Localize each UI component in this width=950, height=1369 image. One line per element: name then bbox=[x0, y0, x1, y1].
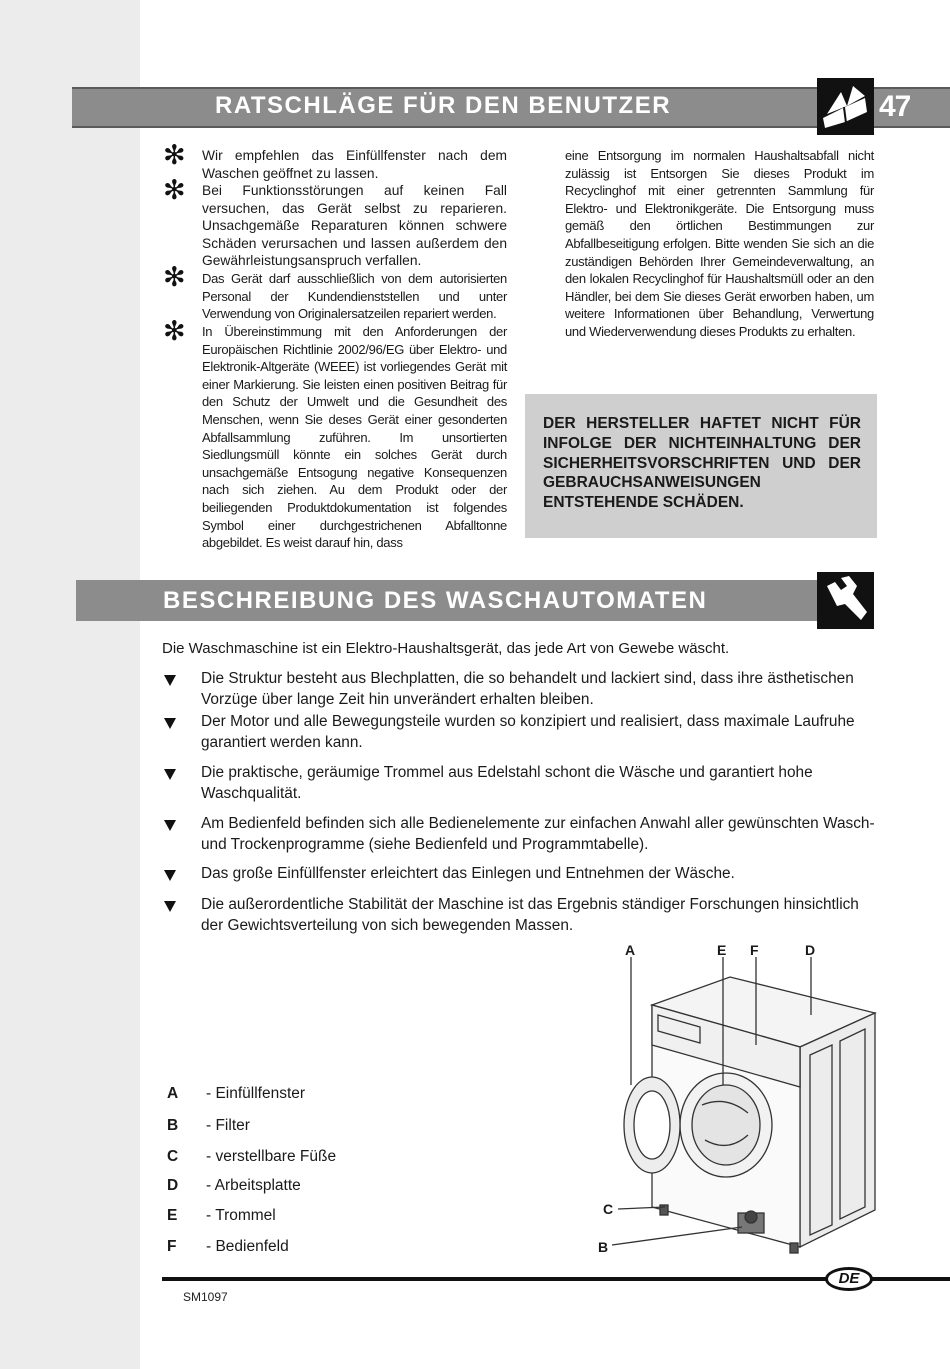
diagram-label-b: B bbox=[598, 1239, 609, 1255]
advice-paragraph-4: In Übereinstimmung mit den Anforderungen der Europäischen Richtlinie 2002/96/EG über Elektro- und Elektronik-Altgeräte (WEEE) ist vorliegendes Gerät mit einer Markierung. Sie leisten einen positiven Beitrag für den Schutz der Umwelt und die Gesundheit des Menschen, wenn Sie deses Gerät einer gesonderten Abfallsammlung zuführen. Im unsortierten Siedlungsmüll könnte ein solches Gerät durch unsachgemäße Entsogung negative Konsequenzen nach sich ziehen. Au dem Produkt oder der beiliegenden Produktdokumentation ist folgendes Symbol einer durchgestrichenen Abfalltonne abgebildet. Es weist darauf hin, dass bbox=[202, 324, 507, 551]
diagram-label-a: A bbox=[625, 942, 636, 958]
feature-item: Die außerordentliche Stabilität der Maschine ist das Ergebnis ständiger Forschungen hinsichtlich der Gewichtsverteilung von sich bewegenden Massen. bbox=[201, 896, 859, 934]
filter-knob bbox=[745, 1211, 757, 1223]
language-badge: DE bbox=[825, 1267, 873, 1291]
machine-side bbox=[800, 1013, 875, 1247]
advice-paragraph-3: Das Gerät darf ausschließlich von dem autorisierten Personal der Kundendienststellen und unter Verwendung von Originalersatzeilen repariert werden. bbox=[202, 271, 507, 322]
feature-item: Die praktische, geräumige Trommel aus Edelstahl schont die Wäsche und garantiert hohe Waschqualität. bbox=[201, 764, 813, 802]
diagram-label-e: E bbox=[717, 942, 727, 958]
legend-text: - Filter bbox=[206, 1117, 250, 1134]
advice-paragraph-1: Wir empfehlen das Einfüllfenster nach dem Waschen geöffnet zu lassen. bbox=[202, 148, 507, 181]
feature-item: Die Struktur besteht aus Blechplatten, die so behandelt und lackiert sind, dass ihre ästhetischen Vorzüge über lange Zeit hin unverändert erhalten bleiben. bbox=[201, 670, 854, 708]
wrench-icon bbox=[817, 572, 874, 629]
foot bbox=[790, 1243, 798, 1253]
section-title-advice: RATSCHLÄGE FÜR DEN BENUTZER bbox=[215, 92, 672, 119]
diagram-label-c: C bbox=[603, 1201, 614, 1217]
document-code: SM1097 bbox=[183, 1290, 228, 1304]
left-margin-strip bbox=[0, 0, 140, 1369]
legend-text: - verstellbare Füße bbox=[206, 1148, 337, 1165]
triangle-bullet-icon bbox=[162, 672, 178, 688]
legend-text: - Einfüllfenster bbox=[206, 1085, 306, 1102]
advice-paragraph-2: Bei Funktionsstörungen auf keinen Fall versuchen, das Gerät selbst zu reparieren. Unsachgemäße Reparaturen können schwere Schäden verursachen und lassen außerdem den Gewährleistungsanspruch verfallen. bbox=[202, 183, 507, 269]
page-number: 47 bbox=[879, 90, 911, 123]
legend-letter: E bbox=[167, 1207, 178, 1224]
asterisk-bullet-icon: ✻ bbox=[163, 316, 186, 347]
diagram-label-f: F bbox=[750, 942, 759, 958]
asterisk-bullet-icon: ✻ bbox=[163, 262, 186, 293]
legend-text: - Trommel bbox=[206, 1207, 276, 1224]
drum bbox=[692, 1085, 760, 1165]
legend-text: - Arbeitsplatte bbox=[206, 1177, 301, 1194]
feature-item: Das große Einfüllfenster erleichtert das Einlegen und Entnehmen der Wäsche. bbox=[201, 865, 735, 882]
legend-letter: D bbox=[167, 1177, 179, 1194]
triangle-bullet-icon bbox=[162, 766, 178, 782]
triangle-bullet-icon bbox=[162, 867, 178, 883]
triangle-bullet-icon bbox=[162, 898, 178, 914]
diagram-label-d: D bbox=[805, 942, 816, 958]
legend-text: - Bedienfeld bbox=[206, 1238, 289, 1255]
description-intro: Die Waschmaschine ist ein Elektro-Haushaltsgerät, das jede Art von Gewebe wäscht. bbox=[162, 640, 730, 657]
washing-machine-diagram bbox=[590, 935, 890, 1265]
leader-line-b bbox=[612, 1227, 742, 1245]
open-book-icon bbox=[817, 78, 874, 135]
legend-letter: C bbox=[167, 1148, 179, 1165]
advice-continuation: eine Entsorgung im normalen Haushaltsabfall nicht zulässig ist Entsorgen Sie dieses Produkt im Recyclinghof mit einer getrennten Sammlung für Elektro- und Elektronikgeräte. Die Entsorgung muss gemäß den örtlichen Bestimmungen zur Abfallbeseitigung erfolgen. Bitte wenden Sie sich an die zuständigen Behörden Ihrer Gemeindeverwaltung, an den lokalen Recyclinghof für Haushaltsmüll oder an den Händler, bei dem Sie dieses Gerät erworben haben, um weitere Informationen über Behandlung, Verwertung und Wiederverwendung dieses Produkts zu erhalten. bbox=[565, 148, 874, 339]
feature-item: Am Bedienfeld befinden sich alle Bedienelemente zur einfachen Anwahl aller gewünschten Wasch- und Trockenprogramme (siehe Bedienfeld und Programmtabelle). bbox=[201, 815, 875, 853]
legend-letter: A bbox=[167, 1085, 179, 1102]
door-glass bbox=[634, 1091, 670, 1159]
asterisk-bullet-icon: ✻ bbox=[163, 175, 186, 206]
warning-text: DER HERSTELLER HAFTET NICHT FÜR INFOLGE DER NICHTEINHALTUNG DER SICHERHEITSVORSCHRIFTEN UND DER GEBRAUCHSANWEISUNGEN ENTSTEHENDE SCHÄDEN. bbox=[543, 415, 861, 510]
feature-item: Der Motor und alle Bewegungsteile wurden so konzipiert und realisiert, dass maximale Laufruhe garantiert werden kann. bbox=[201, 713, 855, 751]
asterisk-bullet-icon: ✻ bbox=[163, 140, 186, 171]
legend-letter: B bbox=[167, 1117, 179, 1134]
triangle-bullet-icon bbox=[162, 817, 178, 833]
legend-letter: F bbox=[167, 1238, 177, 1255]
triangle-bullet-icon bbox=[162, 715, 178, 731]
section-title-description: BESCHREIBUNG DES WASCHAUTOMATEN bbox=[163, 587, 708, 614]
